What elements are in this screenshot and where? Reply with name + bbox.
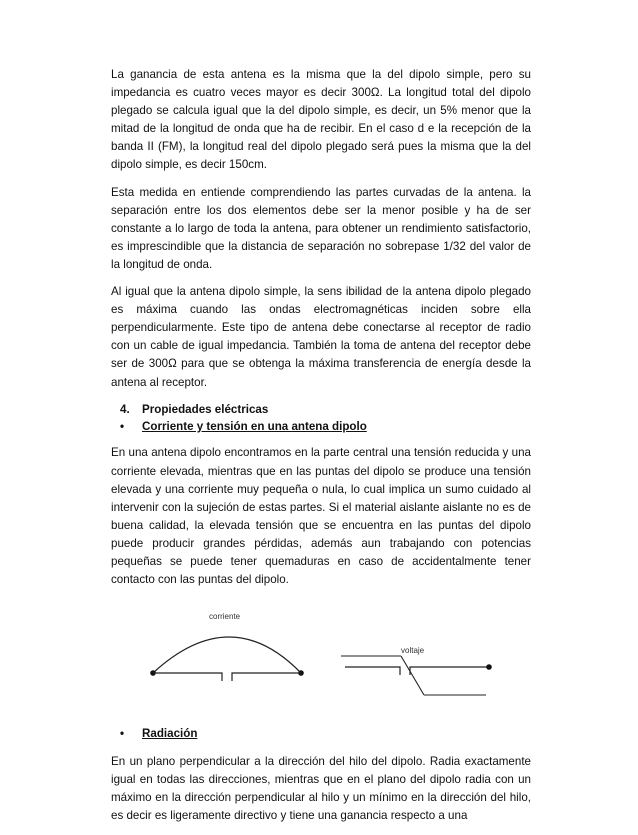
dipole-right-arm (232, 673, 301, 681)
voltage-label: voltaje (401, 646, 425, 656)
dipole-right-arm-voltage (410, 667, 489, 675)
document-page (111, 66, 531, 835)
current-curve (153, 637, 301, 673)
voltage-slope (401, 656, 424, 695)
list-item-propiedades (111, 401, 531, 418)
list-number: 4. (120, 402, 130, 416)
paragraph-corriente-tension: En una antena dipolo encontramos en la parte central una tensión reducida y una corriente elevada, mientras que en las puntas del dipolo se produce una tensión elevada y una corriente muy pequeña o nula, lo cual implica un sumo cuidado al intervenir con la sujeción de estas partes. Si el material aislante aislante no es de buena calidad, la elevada tensión que se encuentra en las puntas del dipolo puede producir grandes pérdidas, además aun trabajando con potencias pequeñas se puede tener quemaduras en caso de accidentalmente tener contacto con las puntas del dipolo. (111, 446, 531, 587)
list-item-corriente-tension (111, 418, 531, 435)
paragraph-ganancia: La ganancia de esta antena es la misma que la del dipolo simple, pero su impedancia es cuatro veces mayor es decir 300Ω. La longitud total del dipolo plegado se calcula igual que la del dipolo simple, es decir, un 5% menor que la mitad de la longitud de onda que ha de recibir. En el caso d e la recepción de la banda II (FM), la longitud real del dipolo plegado será pues la misma que la del dipolo simple, es decir 150cm. (111, 68, 531, 172)
dipole-diagram (111, 611, 531, 711)
bullet-icon: • (120, 727, 125, 741)
list-item-label: Propiedades eléctricas (142, 402, 269, 416)
section-title: Radiación (142, 727, 198, 741)
dipole-end-voltage (486, 664, 492, 670)
bullet-icon: • (120, 420, 125, 433)
dipole-left-arm (153, 673, 222, 681)
section-list (111, 401, 531, 436)
dipole-left-arm-voltage (345, 667, 400, 675)
current-label: corriente (209, 612, 241, 622)
section-radiacion (111, 725, 531, 743)
dipole-diagram-svg (111, 611, 531, 711)
list-item-label: Corriente y tensión en una antena dipolo (142, 420, 367, 433)
paragraph-radiacion: En un plano perpendicular a la dirección del hilo del dipolo. Radia exactamente igual en todas las direcciones, mientras que en el plano del dipolo radia con un máximo en la dirección perpendicular al hilo y un mínimo en la dirección del hilo, es decir es ligeramente directivo y tiene una ganancia respecto a una (111, 755, 531, 823)
paragraph-sensibilidad: Al igual que la antena dipolo simple, la sens ibilidad de la antena dipolo plegado es máxima cuando las ondas electromagnéticas inciden sobre ella perpendicularmente. Este tipo de antena debe conectarse al receptor de radio con un cable de igual impedancia. También la toma de antena del receptor debe ser de 300Ω para que se obtenga la máxima transferencia de energía desde la antena al receptor. (111, 285, 531, 389)
paragraph-medida: Esta medida en entiende comprendiendo las partes curvadas de la antena. la separación entre los dos elementos debe ser la menor posible y ha de ser constante a lo largo de toda la antena, para obtener un rendimiento satisfactorio, es imprescindible que la distancia de separación no sobrepase 1/32 del valor de la longitud de onda. (111, 185, 531, 271)
